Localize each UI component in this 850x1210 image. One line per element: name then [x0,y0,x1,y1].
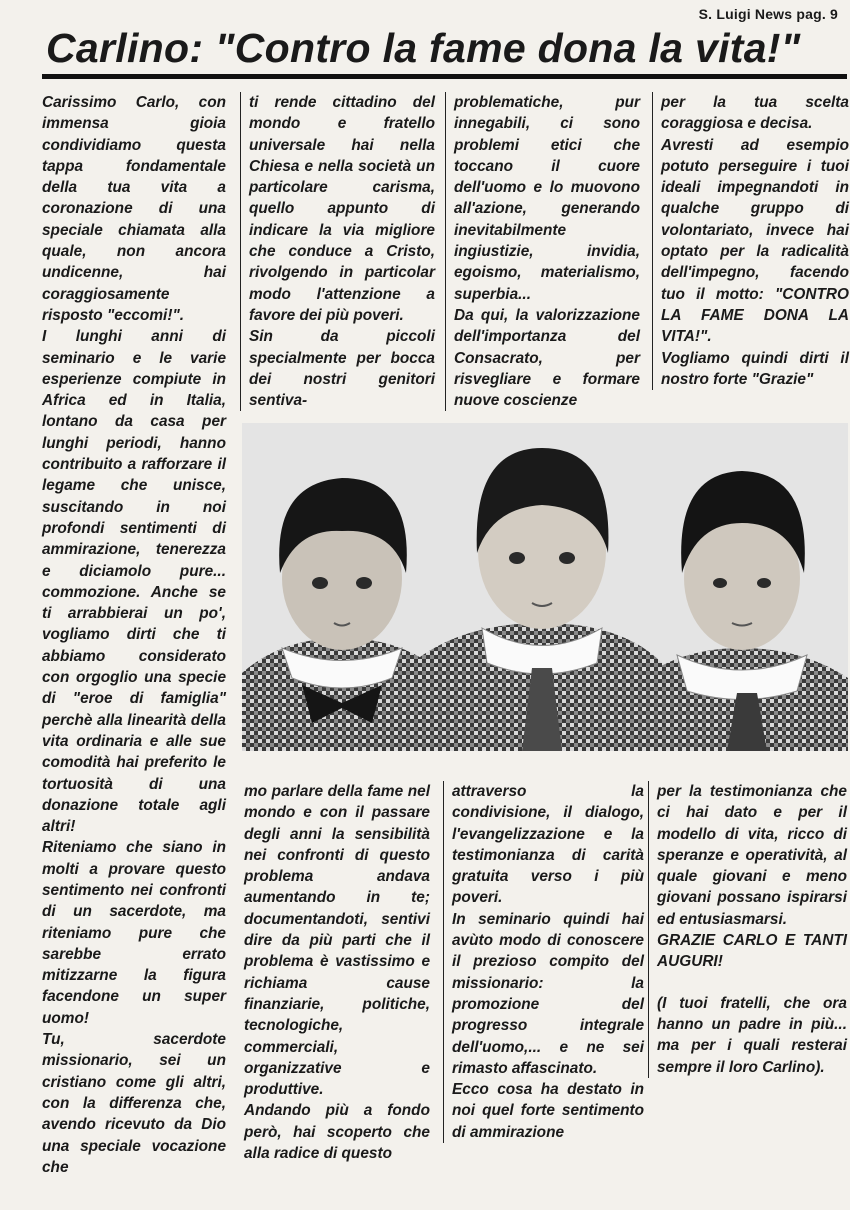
article-column-4-bottom [648,781,847,1078]
children-portrait-illustration [242,423,848,751]
paragraph: mo parlare della fame nel mondo e con il passare degli anni la sensibilità nei confronti di questo problema andava aumentando in te; documentandoti, sentivi dire da più parti che il problema è vastissimo e richiama cause finanziarie, politiche, tecnologiche, commerciali, organizzative e produttive. [244,783,430,1099]
article-column-3-top [445,92,640,411]
paragraph: Tu, sacerdote missionario, sei un cristiano come gli altri, con la differenza che, avendo ricevuto da Dio una speciale vocazione che [42,1031,226,1176]
article-column-1 [42,92,226,1178]
signature-paragraph: (I tuoi fratelli, che ora hanno un padre in più... ma per i quali resterai sempre il loro Carlino). [657,994,847,1076]
paragraph: per la testimonianza che ci hai dato e per il modello di vita, ricco di speranze e operatività, al quale giovani e meno giovani possano ispirarsi ed entusiasmarsi. [657,783,847,928]
photo-three-boys [242,423,848,751]
paragraph: I lunghi anni di seminario e le varie esperienze compiute in Africa ed in Italia, lontano da casa per lunghi periodi, hanno contribuito a rafforzare il legame che unisce, suscitando in noi profondi sentimenti di ammirazione, tenerezza e diciamolo pure... commozione. Anche se ti arrabbierai un po', vogliamo dirti che ti abbiamo considerato con orgoglio una specie di "eroe di famiglia" perchè alla linearità della vita ordinaria e alle sue comodità hai preferito le tortuosità di una donazione totale agli altri! [42,328,226,836]
paragraph: per la tua scelta coraggiosa e decisa. [661,94,849,133]
paragraph: Andando più a fondo però, hai scoperto che alla radice di questo [244,1102,430,1163]
article-column-2-bottom [244,781,430,1164]
page-number-header: S. Luigi News pag. 9 [698,6,838,22]
paragraph: In seminario quindi hai avùto modo di conoscere il prezioso compito del missionario: la promozione del progresso integrale dell'uomo,... e ne sei rimasto affascinato. [452,910,644,1077]
article-column-4-top [652,92,849,390]
article-title: Carlino: "Contro la fame dona la vita!" [46,25,801,71]
paragraph: GRAZIE CARLO E TANTI AUGURI! [657,932,847,971]
paragraph: Ecco cosa ha destato in noi quel forte sentimento di ammirazione [452,1081,644,1141]
paragraph: ti rende cittadino del mondo e fratello universale hai nella Chiesa e nella società un particolare carisma, quello appunto di indicare la via migliore che conduce a Cristo, rivolgendo in particolar modo l'attenzione a favore dei più poveri. [249,94,435,324]
paragraph: problematiche, pur innegabili, ci sono problemi etici che toccano il cuore dell'uomo e lo muovono all'azione, generando inevitabilmente ingiustizie, invidia, egoismo, materialismo, superbia... [454,94,640,303]
paragraph: Da qui, la valorizzazione dell'importanza del Consacrato, per risvegliare e formare nuove coscienze [454,306,640,410]
paragraph: Riteniamo che siano in molti a provare questo sentimento nei confronti di un sacerdote, ma riteniamo pure che sarebbe errato mitizzarne la figura facendone un super uomo! [42,839,226,1027]
article-column-2-top [240,92,435,411]
article-column-3-bottom [443,781,644,1143]
paragraph: Carissimo Carlo, con immensa gioia condividiamo questa tappa fondamentale della tua vita a coronazione di una speciale chiamata alla quale, non ancora undicenne, hai coraggiosamente risposto "eccomi!". [42,94,226,324]
paragraph: attraverso la condivisione, il dialogo, l'evangelizzazione e la testimonianza di carità gratuita verso i più poveri. [452,783,644,907]
paragraph: Sin da piccoli specialmente per bocca dei nostri genitori sentiva- [249,328,435,410]
paragraph: Vogliamo quindi dirti il nostro forte "Grazie" [661,349,849,388]
paragraph: Avresti ad esempio potuto perseguire i tuoi ideali impegnandoti in qualche gruppo di volontariato, invece hai optato per la radicalità dell'impegno, facendo tuo il motto: "CONTRO LA FAME DONA LA VITA!". [661,136,849,346]
title-rule [42,74,847,79]
